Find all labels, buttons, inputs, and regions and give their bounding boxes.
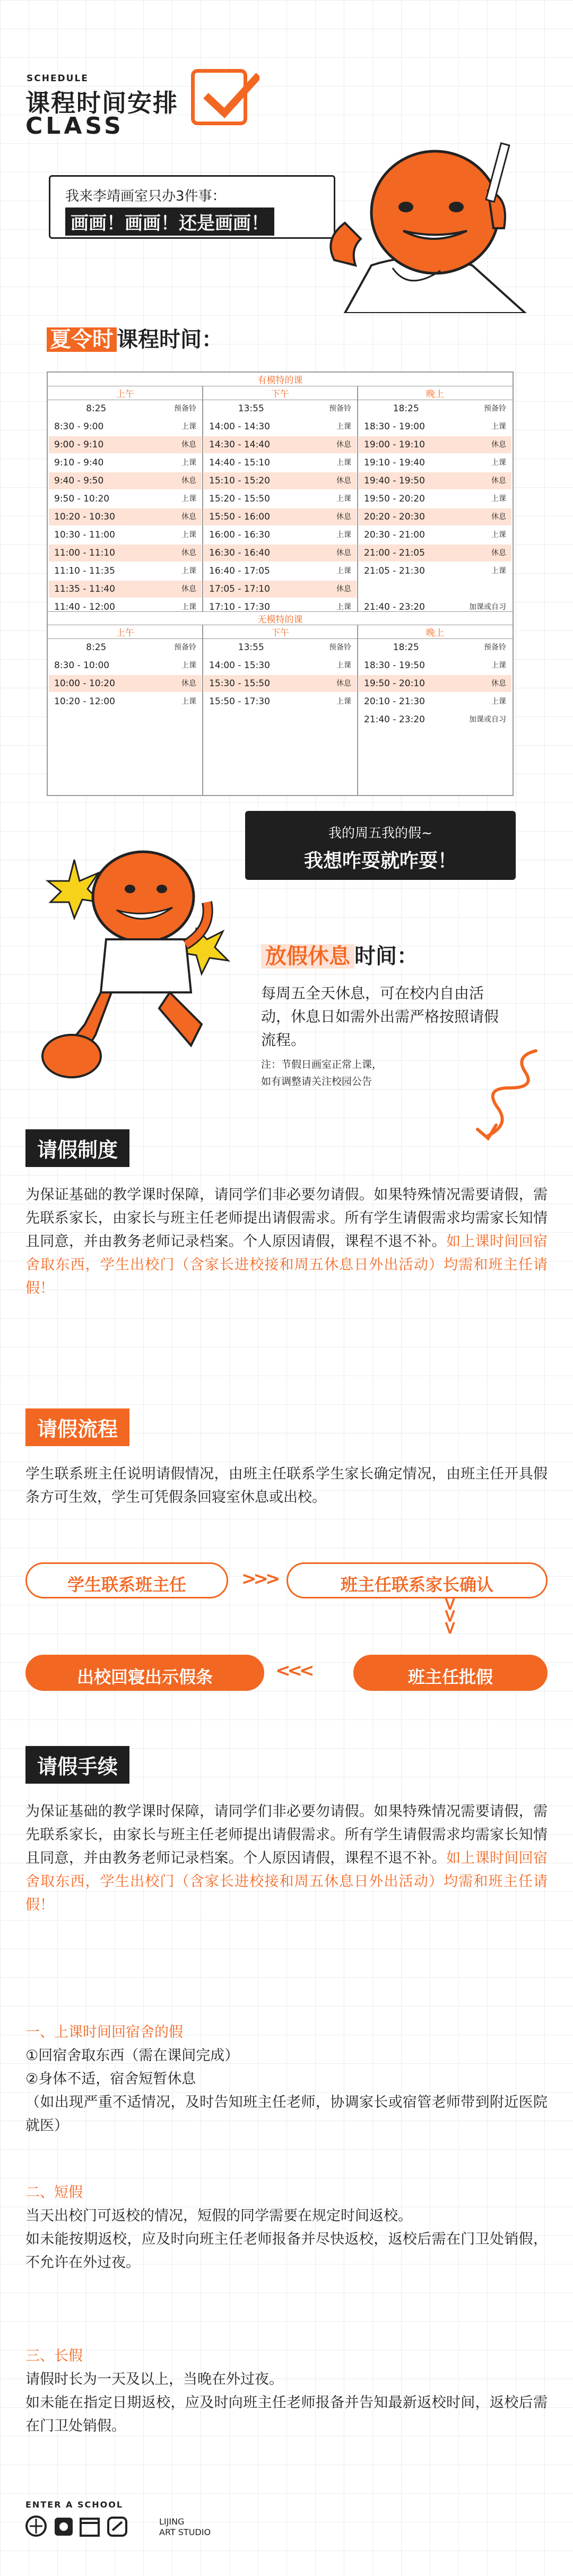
schedule-row	[204, 581, 357, 598]
slot-status: 上课	[336, 661, 351, 670]
flow-step-teacher-approve	[353, 1655, 548, 1691]
footer-logo-icons	[25, 2514, 153, 2538]
time-range: 14:00 - 14:30	[209, 421, 270, 432]
leave-system-warning: 如上课时间回宿舍取东西，学生出校门（含家长进校接和周五休息日外出活动）均需和班主任请假！	[25, 1233, 548, 1296]
schedule-row	[204, 639, 357, 656]
time-range: 11:35 - 11:40	[54, 584, 115, 594]
time-range: 19:50 - 20:10	[364, 678, 425, 689]
leave-procedure-title: 请假手续	[25, 1746, 129, 1784]
schedule-row	[204, 563, 357, 580]
leave-procedure-warning: 如上课时间回宿舍取东西，学生出校门（含家长进校接和周五休息日外出活动）均需和班主任请假！	[25, 1850, 548, 1913]
time-range: 10:00 - 10:20	[54, 678, 115, 689]
holiday-title	[261, 939, 418, 970]
slot-status: 休息	[181, 679, 196, 688]
summer-highlight: 夏令时	[47, 327, 117, 352]
leave-type-1	[25, 2021, 548, 2138]
slot-status: 加课或自习	[469, 603, 506, 611]
column-divider	[357, 625, 358, 795]
slot-status: 上课	[181, 422, 196, 431]
slot-status: 休息	[336, 585, 351, 593]
time-range: 20:30 - 21:00	[364, 530, 425, 540]
schedule-row	[359, 508, 511, 525]
slot-status: 休息	[491, 440, 506, 449]
studio-name-line1: LIJING	[159, 2517, 185, 2527]
slot-status: 预备铃	[174, 643, 196, 652]
time-range: 20:20 - 20:30	[364, 512, 425, 522]
leave-flow-title: 请假流程	[25, 1408, 129, 1446]
schedule-row	[359, 544, 511, 561]
time-range: 16:40 - 17:05	[209, 566, 270, 576]
time-range: 21:40 - 23:20	[364, 602, 425, 612]
time-range: 19:50 - 20:20	[364, 494, 425, 504]
schedule-row	[204, 544, 357, 561]
schedule-row	[204, 657, 357, 674]
schedule-row	[359, 454, 511, 471]
slot-status: 上课	[181, 661, 196, 670]
column-divider	[357, 386, 358, 611]
time-range: 8:25	[86, 403, 107, 414]
holiday-highlight: 放假休息	[261, 944, 354, 969]
time-range: 17:10 - 17:30	[209, 602, 270, 612]
schedule-row	[204, 508, 357, 525]
time-range: 15:50 - 16:00	[209, 512, 270, 522]
band-with-model: 有模特的课	[48, 373, 513, 386]
speech-bubble-intro	[49, 175, 335, 239]
time-range: 13:55	[238, 403, 264, 414]
slot-status: 休息	[491, 513, 506, 521]
leave-type-1-item-a: ①回宿舍取东西（需在课间完成）	[25, 2047, 239, 2064]
schedule-row	[49, 436, 202, 453]
time-range: 18:30 - 19:00	[364, 421, 425, 432]
time-range: 11:10 - 11:35	[54, 566, 115, 576]
footer-icons	[25, 2514, 153, 2540]
schedule-row	[359, 472, 511, 489]
schedule-row	[359, 418, 511, 435]
schedule-row	[359, 526, 511, 543]
time-range: 10:30 - 11:00	[54, 530, 115, 540]
time-range: 18:25	[393, 642, 419, 653]
holiday-description: 每周五全天休息，可在校内自由活动，休息日如需外出需严格按照请假流程。	[261, 984, 499, 1049]
leave-type-3	[25, 2345, 548, 2438]
slot-status: 上课	[181, 531, 196, 539]
time-range: 18:30 - 19:50	[364, 660, 425, 671]
schedule-row	[49, 675, 202, 692]
schedule-row	[359, 490, 511, 507]
schedule-row	[49, 693, 202, 710]
schedule-row	[49, 544, 202, 561]
time-range: 21:05 - 21:30	[364, 566, 425, 576]
schedule-row	[49, 454, 202, 471]
band-without-model: 无模特的课	[48, 611, 513, 625]
schedule-row	[359, 693, 511, 710]
schedule-row	[204, 454, 357, 471]
time-range: 11:40 - 12:00	[54, 602, 115, 612]
slot-status: 休息	[181, 585, 196, 593]
time-range: 9:50 - 10:20	[54, 494, 110, 504]
time-range: 18:25	[393, 403, 419, 414]
slot-status: 上课	[181, 459, 196, 467]
slot-status: 上课	[181, 495, 196, 503]
schedule-row	[204, 472, 357, 489]
slot-status: 上课	[491, 661, 506, 670]
leave-system-text	[25, 1183, 548, 1300]
schedule-row	[49, 563, 202, 580]
holiday-note	[261, 1056, 382, 1090]
period-header-ev: 晚上	[358, 625, 513, 639]
slot-status: 休息	[181, 513, 196, 521]
time-range: 9:10 - 9:40	[54, 457, 104, 468]
leave-type-3-title: 三、长假	[25, 2348, 83, 2364]
slot-status: 休息	[181, 477, 196, 485]
schedule-row	[49, 657, 202, 674]
leave-type-2-title: 二、短假	[25, 2184, 83, 2201]
slot-status: 上课	[491, 697, 506, 706]
mascot-painter-illustration	[313, 133, 546, 315]
footer-enter-school: ENTER A SCHOOL	[25, 2500, 124, 2510]
slot-status: 上课	[336, 531, 351, 539]
flow-step-label: 学生联系班主任	[67, 1575, 186, 1595]
period-header-am: 上午	[48, 386, 203, 400]
schedule-row	[204, 400, 357, 417]
schedule-row	[359, 639, 511, 656]
schedule-row	[49, 526, 202, 543]
footer-studio	[159, 2517, 211, 2538]
leave-type-2-item-a: 当天出校门可返校的情况，短假的同学需要在规定时间返校。	[25, 2208, 412, 2224]
period-header-am: 上午	[48, 625, 203, 639]
time-range: 8:30 - 10:00	[54, 660, 110, 671]
leave-type-2-item-b: 如未能按期返校，应及时向班主任老师报备并尽快返校，返校后需在门卫处销假，不允许在外过夜。	[25, 2231, 548, 2271]
slot-status: 休息	[181, 440, 196, 449]
time-range: 19:40 - 19:50	[364, 476, 425, 486]
time-range: 16:30 - 16:40	[209, 548, 270, 558]
holiday-note-line1: 注：节假日画室正常上课，	[261, 1059, 383, 1070]
studio-name-line2: ART STUDIO	[159, 2527, 211, 2537]
slot-status: 休息	[336, 477, 351, 485]
slot-status: 上课	[491, 495, 506, 503]
slot-status: 预备铃	[329, 404, 351, 413]
slot-status: 加课或自习	[469, 715, 506, 724]
time-range: 11:00 - 11:10	[54, 548, 115, 558]
leave-type-2	[25, 2181, 548, 2275]
time-range: 9:00 - 9:10	[54, 439, 104, 450]
slot-status: 上课	[491, 422, 506, 431]
time-range: 13:55	[238, 642, 264, 653]
leave-flow-text: 学生联系班主任说明请假情况，由班主任联系学生家长确定情况，由班主任开具假条方可生效，学生可凭假条回寝室休息或出校。	[25, 1466, 548, 1506]
slot-status: 休息	[336, 549, 351, 557]
slot-status: 休息	[336, 513, 351, 521]
slot-status: 上课	[336, 567, 351, 575]
schedule-row	[204, 436, 357, 453]
slot-status: 休息	[336, 679, 351, 688]
intro-line: 我来李靖画室只办3件事：	[65, 188, 226, 204]
schedule-row	[359, 657, 511, 674]
slot-status: 上课	[336, 603, 351, 611]
checkmark-icon	[191, 69, 247, 125]
column-divider	[202, 386, 203, 611]
schedule-row	[204, 675, 357, 692]
time-range: 10:20 - 12:00	[54, 696, 115, 707]
time-range: 9:40 - 9:50	[54, 476, 104, 486]
time-range: 8:30 - 9:00	[54, 421, 104, 432]
speech-bubble-weekend	[245, 811, 516, 880]
leave-procedure-body: 为保证基础的教学课时保障，请同学们非必要勿请假。如果特殊情况需要请假，需先联系家长，由家长与班主任老师提出请假需求。所有学生请假需求均需家长知情且同意，并由教务老师记录档案。个人原因请假，课程不退不补。	[25, 1803, 548, 1866]
time-range: 14:30 - 14:40	[209, 439, 270, 450]
schedule-row	[49, 490, 202, 507]
flow-step-show-slip	[25, 1655, 264, 1691]
time-range: 14:00 - 15:30	[209, 660, 270, 671]
flow-step-label: 班主任批假	[407, 1667, 493, 1687]
chevron-right-icon: >>>	[241, 1568, 277, 1589]
schedule-row	[49, 639, 202, 656]
schedule-row	[49, 472, 202, 489]
time-range: 21:40 - 23:20	[364, 714, 425, 725]
slot-status: 上课	[181, 567, 196, 575]
period-header-ev: 晚上	[358, 386, 513, 400]
schedule-row	[359, 711, 511, 728]
period-header-pm: 下午	[203, 625, 358, 639]
period-header-pm: 下午	[203, 386, 358, 400]
leave-type-3-item-b: 如未能在指定日期返校，应及时向班主任老师报备并告知最新返校时间，返校后需在门卫处销假。	[25, 2395, 548, 2434]
intro-highlight: 画画！画画！还是画画！	[65, 208, 274, 236]
time-range: 15:20 - 15:50	[209, 494, 270, 504]
schedule-row	[49, 581, 202, 598]
weekend-highlight: 我想咋耍就咋耍！	[303, 850, 457, 872]
time-range: 15:50 - 17:30	[209, 696, 270, 707]
slot-status: 预备铃	[484, 643, 506, 652]
slot-status: 上课	[181, 697, 196, 706]
schedule-row	[204, 490, 357, 507]
time-range: 14:40 - 15:10	[209, 457, 270, 468]
summer-title-rest: 课程时间：	[117, 327, 223, 352]
slot-status: 上课	[336, 495, 351, 503]
summer-schedule-title	[47, 323, 223, 353]
slot-status: 休息	[181, 549, 196, 557]
leave-procedure-text	[25, 1800, 548, 1917]
flow-step-label: 班主任联系家长确认	[340, 1575, 493, 1595]
page-subtitle: CLASS	[25, 113, 124, 140]
schedule-row	[359, 400, 511, 417]
slot-status: 预备铃	[174, 404, 196, 413]
schedule-label: SCHEDULE	[27, 73, 89, 84]
time-range: 19:10 - 19:40	[364, 457, 425, 468]
slot-status: 休息	[336, 440, 351, 449]
slot-status: 预备铃	[329, 643, 351, 652]
schedule-row	[359, 436, 511, 453]
schedule-row	[204, 526, 357, 543]
mascot-running-illustration	[32, 823, 255, 1090]
slot-status: 上课	[491, 459, 506, 467]
flow-step-teacher-contact-parent	[286, 1562, 548, 1598]
schedule-row	[49, 418, 202, 435]
time-range: 15:10 - 15:20	[209, 476, 270, 486]
time-range: 20:10 - 21:30	[364, 696, 425, 707]
schedule-row	[359, 563, 511, 580]
leave-system-title: 请假制度	[25, 1129, 129, 1167]
squiggle-arrow-icon	[467, 1040, 546, 1148]
time-range: 15:30 - 15:50	[209, 678, 270, 689]
slot-status: 休息	[491, 549, 506, 557]
slot-status: 预备铃	[484, 404, 506, 413]
time-range: 16:00 - 16:30	[209, 530, 270, 540]
schedule-row	[204, 693, 357, 710]
leave-type-3-item-a: 请假时长为一天及以上，当晚在外过夜。	[25, 2371, 283, 2388]
column-divider	[202, 625, 203, 795]
schedule-table	[47, 371, 514, 796]
slot-status: 休息	[491, 679, 506, 688]
schedule-row	[204, 418, 357, 435]
slot-status: 上课	[336, 422, 351, 431]
time-range: 8:25	[86, 642, 107, 653]
holiday-note-line2: 如有调整请关注校园公告	[261, 1076, 372, 1087]
page-title: 课程时间安排	[25, 89, 178, 117]
chevron-down-icon: >>>	[439, 1596, 461, 1632]
schedule-row	[49, 400, 202, 417]
flow-step-label: 出校回寝出示假条	[76, 1667, 213, 1687]
leave-type-1-title: 一、上课时间回宿舍的假	[25, 2024, 183, 2041]
chevron-left-icon: >>>	[279, 1660, 315, 1681]
slot-status: 休息	[491, 477, 506, 485]
slot-status: 上课	[336, 459, 351, 467]
schedule-row	[359, 675, 511, 692]
schedule-row	[49, 508, 202, 525]
slot-status: 上课	[336, 697, 351, 706]
leave-system-body: 为保证基础的教学课时保障，请同学们非必要勿请假。如果特殊情况需要请假，需先联系家长，由家长与班主任老师提出请假需求。所有学生请假需求均需家长知情且同意，并由教务老师记录档案。个人原因请假，课程不退不补。	[25, 1187, 548, 1250]
flow-step-student-contact	[25, 1562, 228, 1598]
time-range: 17:05 - 17:10	[209, 584, 270, 594]
time-range: 21:00 - 21:05	[364, 548, 425, 558]
slot-status: 上课	[491, 567, 506, 575]
holiday-title-rest: 时间：	[354, 944, 418, 969]
leave-type-1-item-c: （如出现严重不适情况，及时告知班主任老师，协调家长或宿管老师带到附近医院就医）	[25, 2094, 548, 2134]
slot-status: 上课	[181, 603, 196, 611]
time-range: 10:20 - 10:30	[54, 512, 115, 522]
weekend-line: 我的周五我的假~	[328, 825, 432, 841]
slot-status: 上课	[491, 531, 506, 539]
time-range: 19:00 - 19:10	[364, 439, 425, 450]
leave-type-1-item-b: ②身体不适，宿舍短暂休息	[25, 2071, 196, 2087]
